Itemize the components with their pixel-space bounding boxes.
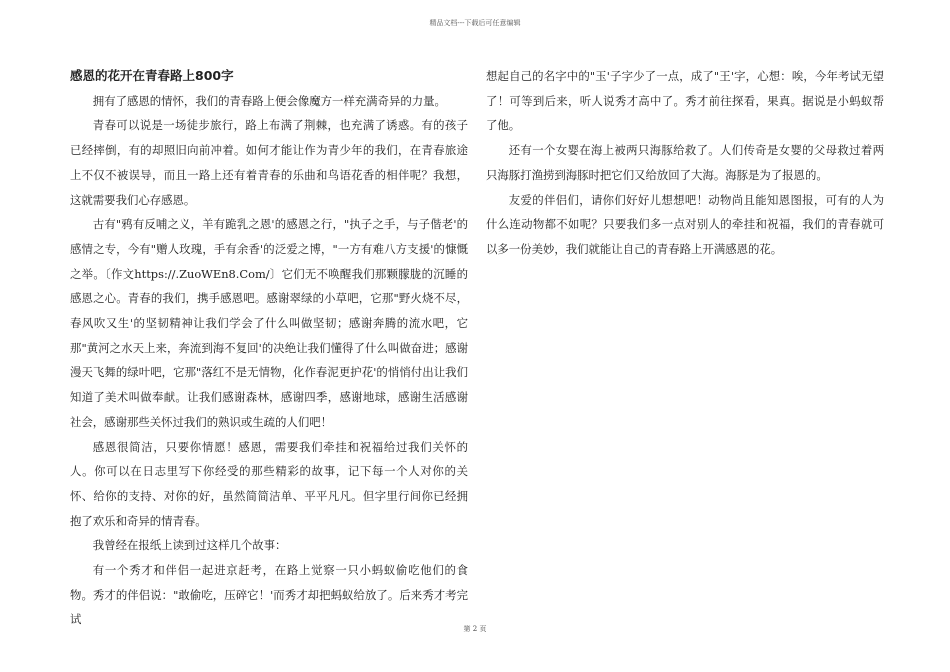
- paragraph: 友爱的伴侣们，请你们好好儿想想吧！动物尚且能知恩图报，可有的人为什么连动物都不如呢？只要我们多一点对别人的牵挂和祝福，我们的青春就可以多一份美妙，我们就能让自己的青春路上开满感恩的花。: [486, 192, 884, 256]
- paragraph: 我曾经在报纸上读到过这样几个故事：: [92, 538, 287, 553]
- paragraph: 古有"鸦有反哺之义，羊有跪乳之恩'的感恩之行，"执子之手，与子偕老'的感情之专，今有"赠人玫瑰，手有余香'的泛爱之博，"一方有难八方支援'的慷慨之举。〔作文https://.ZuoWEn8.Com/〕它们无不唤醒我们那颗朦胧的沉睡的感恩之心。青春的我们，携手感恩吧。感谢翠绿的小草吧，它那"野火烧不尽，春风吹又生'的坚韧精神让我们学会了什么叫做坚韧；感谢奔腾的流水吧，它那"黄河之水天上来，奔流到海不复回'的决绝让我们懂得了什么叫做奋进；感谢漫天飞舞的绿叶吧，它那"落红不是无情物，化作春泥更护花'的悄悄付出让我们知道了美术叫做奉献。让我们感谢森林，感谢四季，感谢地球，感谢生活感谢社会，感谢那些关怀过我们的熟识或生疏的人们吧！: [70, 217, 468, 429]
- left-column: [70, 64, 468, 632]
- paragraph: 青春可以说是一场徒步旅行，路上布满了荆棘，也充满了诱惑。有的孩子已经摔倒，有的却照旧向前冲着。如何才能让作为青少年的我们，在青春旅途上不仅不被误导，而且一路上还有着青春的乐曲和鸟语花香的相伴呢？我想，这就需要我们心存感恩。: [70, 118, 468, 207]
- page-header: 精品文档---下载后可任意编辑: [429, 19, 521, 27]
- article-title: 感恩的花开在青春路上800字: [70, 68, 234, 83]
- paragraph: 有一个秀才和伴侣一起进京赶考，在路上觉察一只小蚂蚁偷吃他们的食物。秀才的伴侣说："敢偷吃，压碎它！'而秀才却把蚂蚁给放了。后来秀才考完试: [70, 563, 468, 627]
- right-column: [486, 64, 884, 262]
- paragraph: 还有一个女婴在海上被两只海豚给救了。人们传奇是女婴的父母救过着两只海豚打渔捞到海豚时把它们又给放回了大海。海豚是为了报恩的。: [486, 143, 884, 182]
- page-number: 第 2 页: [463, 625, 487, 633]
- paragraph-continuation: 想起自己的名字中的"玉'子字少了一点，成了"王'字，心想：唉，今年考试无望了！可等到后来，听人说秀才高中了。秀才前往探看，果真。据说是小蚂蚁帮了他。: [486, 69, 884, 133]
- paragraph: 拥有了感恩的情怀，我们的青春路上便会像魔方一样充满奇异的力量。: [92, 93, 446, 108]
- paragraph: 感恩很简洁，只要你情愿！感恩，需要我们牵挂和祝福给过我们关怀的人。你可以在日志里写下你经受的那些精彩的故事，记下每一个人对你的关怀、给你的支持、对你的好，虽然简简洁单、平平凡凡。但字里行间你已经拥抱了欢乐和奇异的情青春。: [70, 439, 468, 528]
